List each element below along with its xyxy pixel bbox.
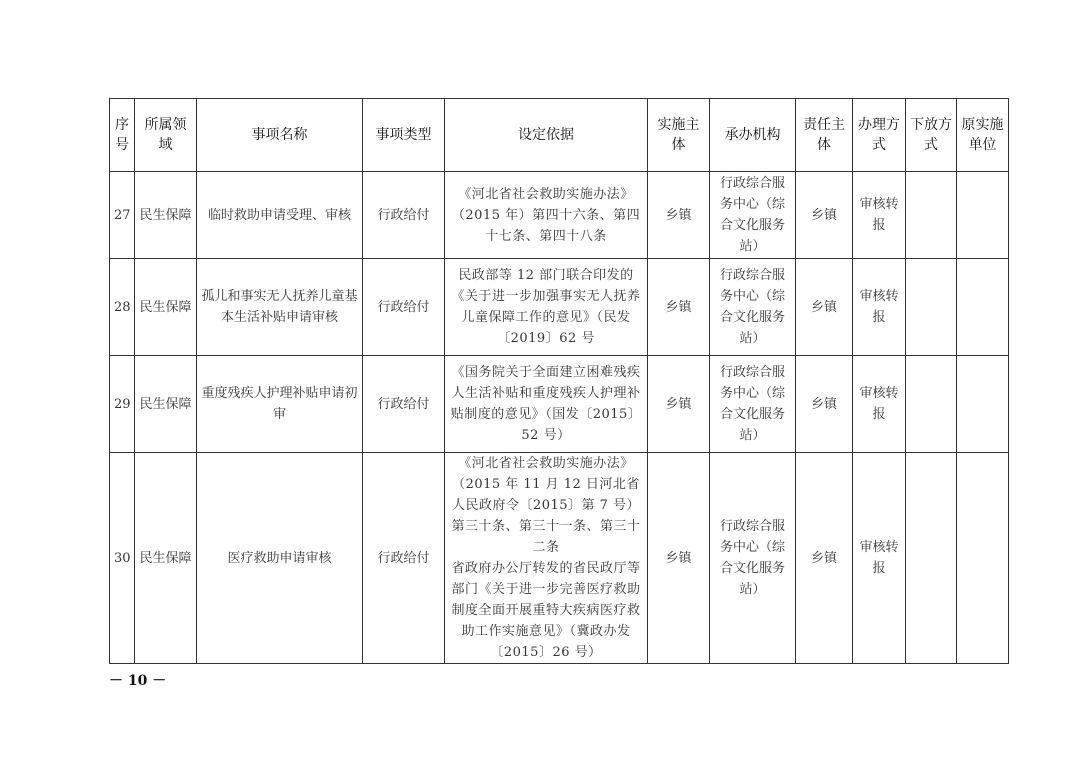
cell-subject: 乡镇: [648, 453, 710, 664]
header-basis: 设定依据: [445, 99, 648, 172]
cell-subject: 乡镇: [648, 356, 710, 453]
cell-responsible: 乡镇: [796, 172, 853, 259]
table-header-row: [110, 99, 1009, 172]
items-table: [109, 98, 1009, 664]
cell-method: 审核转报: [853, 259, 906, 356]
cell-basis: 《国务院关于全面建立困难残疾人生活补贴和重度残疾人护理补贴制度的意见》（国发〔2015〕52 号）: [445, 356, 648, 453]
header-domain: 所属领域: [135, 99, 197, 172]
header-name: 事项名称: [197, 99, 363, 172]
header-responsible: 责任主体: [796, 99, 853, 172]
cell-type: 行政给付: [363, 356, 445, 453]
cell-domain: 民生保障: [135, 259, 197, 356]
cell-domain: 民生保障: [135, 172, 197, 259]
header-agency: 承办机构: [710, 99, 796, 172]
table-row: [110, 172, 1009, 259]
cell-original: [957, 356, 1009, 453]
header-method: 办理方式: [853, 99, 906, 172]
cell-seq: 29: [110, 356, 135, 453]
cell-method: 审核转报: [853, 356, 906, 453]
cell-subject: 乡镇: [648, 172, 710, 259]
cell-type: 行政给付: [363, 453, 445, 664]
table-row: [110, 453, 1009, 664]
cell-delegation: [906, 172, 957, 259]
cell-agency: 行政综合服务中心（综合文化服务站）: [710, 453, 796, 664]
cell-method: 审核转报: [853, 172, 906, 259]
cell-type: 行政给付: [363, 259, 445, 356]
cell-original: [957, 259, 1009, 356]
cell-responsible: 乡镇: [796, 259, 853, 356]
cell-agency: 行政综合服务中心（综合文化服务站）: [710, 172, 796, 259]
cell-seq: 30: [110, 453, 135, 664]
cell-name: 孤儿和事实无人抚养儿童基本生活补贴申请审核: [197, 259, 363, 356]
cell-seq: 28: [110, 259, 135, 356]
cell-domain: 民生保障: [135, 356, 197, 453]
cell-agency: 行政综合服务中心（综合文化服务站）: [710, 356, 796, 453]
cell-basis: 民政部等 12 部门联合印发的《关于进一步加强事实无人抚养儿童保障工作的意见》（民发〔2019〕62 号: [445, 259, 648, 356]
cell-delegation: [906, 259, 957, 356]
cell-basis: 《河北省社会救助实施办法》（2015 年 11 月 12 日河北省人民政府令〔2015〕第 7 号）第三十条、第三十一条、第三十二条 省政府办公厅转发的省民政厅等部门《关于进一步完善医疗救助制度全面开展重特大疾病医疗救助工作实施意见》（冀政办发〔2015〕26 号）: [445, 453, 648, 664]
header-seq: 序号: [110, 99, 135, 172]
cell-original: [957, 172, 1009, 259]
page-number: － 10 －: [109, 673, 167, 689]
header-original: 原实施单位: [957, 99, 1009, 172]
cell-method: 审核转报: [853, 453, 906, 664]
table-row: [110, 259, 1009, 356]
cell-delegation: [906, 356, 957, 453]
cell-responsible: 乡镇: [796, 356, 853, 453]
cell-type: 行政给付: [363, 172, 445, 259]
table-row: [110, 356, 1009, 453]
header-type: 事项类型: [363, 99, 445, 172]
cell-domain: 民生保障: [135, 453, 197, 664]
cell-seq: 27: [110, 172, 135, 259]
cell-name: 医疗救助申请审核: [197, 453, 363, 664]
cell-agency: 行政综合服务中心（综合文化服务站）: [710, 259, 796, 356]
cell-delegation: [906, 453, 957, 664]
cell-name: 重度残疾人护理补贴申请初审: [197, 356, 363, 453]
cell-name: 临时救助申请受理、审核: [197, 172, 363, 259]
cell-responsible: 乡镇: [796, 453, 853, 664]
cell-original: [957, 453, 1009, 664]
cell-basis: 《河北省社会救助实施办法》（2015 年）第四十六条、第四十七条、第四十八条: [445, 172, 648, 259]
header-subject: 实施主体: [648, 99, 710, 172]
header-delegation: 下放方式: [906, 99, 957, 172]
cell-subject: 乡镇: [648, 259, 710, 356]
